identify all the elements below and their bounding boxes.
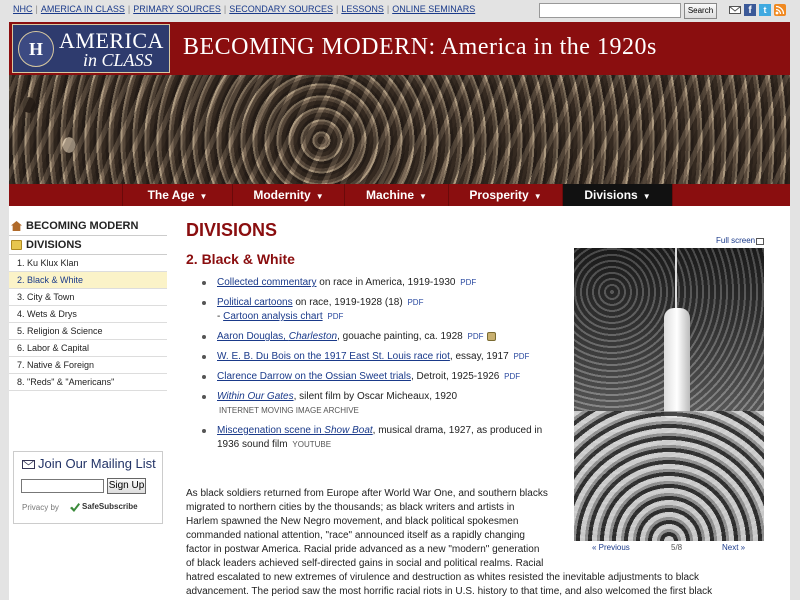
folder-icon (11, 240, 22, 250)
separator: | (335, 4, 339, 14)
bullet (202, 375, 206, 379)
twitter-icon[interactable]: t (759, 4, 771, 16)
sidebar-item-labor-and-capital[interactable]: 6. Labor & Capital (9, 340, 167, 357)
sidebar-section-link[interactable] (9, 236, 167, 255)
sub-prefix: - (217, 311, 224, 322)
tab-label: Modernity (253, 188, 311, 202)
search-input[interactable] (539, 3, 681, 18)
rss-icon[interactable] (774, 4, 786, 16)
essay-line: Harlem spawned the New Negro movement, and black political spokesmen (186, 516, 519, 527)
photo-crowd (574, 411, 764, 541)
crowd-banner-image (9, 75, 790, 184)
resource-desc: , essay, 1917 (449, 351, 509, 362)
next-photo-link[interactable]: Next » (722, 543, 746, 552)
resource-link[interactable]: W. E. B. Du Bois on the 1917 East St. Louis race riot (217, 351, 450, 362)
separator: | (127, 4, 131, 14)
logo-in-class-text: in CLASS (83, 50, 153, 70)
essay-line: advancement. The period saw the most horrific racial riots in U.S. history to that time, and also welcomed the first black (186, 586, 713, 597)
caret-down-icon: ▼ (419, 192, 427, 201)
essay-line: factor in postwar America. Racial pride advanced as a new "modern" generation (186, 544, 540, 555)
list-item (200, 370, 560, 384)
sign-up-button[interactable]: Sign Up (107, 478, 146, 494)
top-bar (0, 0, 800, 22)
essay-line: commanded national attention, "race" announced itself as a rapidly changing (186, 530, 525, 541)
resource-link[interactable]: Political cartoons (217, 297, 293, 308)
essay-line: hatred escalated to new extremes of virulence and destruction as whites resisted the inevitable adjustments to black (186, 572, 700, 583)
previous-photo-link[interactable]: « Previous (592, 543, 630, 552)
separator: | (223, 4, 227, 14)
envelope-icon (22, 460, 35, 469)
privacy-label: Privacy by (22, 503, 59, 512)
bullet (202, 335, 206, 339)
checkmark-icon (70, 503, 80, 512)
top-links (13, 4, 475, 14)
top-link-secondary-sources[interactable]: SECONDARY SOURCES (229, 4, 333, 14)
separator: | (35, 4, 38, 14)
tab-divisions[interactable] (563, 184, 673, 206)
tab-label: Divisions (584, 188, 638, 202)
bullet (202, 281, 206, 285)
link-title: Charleston (288, 331, 338, 342)
sidebar-item-black-and-white[interactable]: 2. Black & White (9, 272, 167, 289)
archive-tag[interactable]: INTERNET MOVING IMAGE ARCHIVE (219, 406, 359, 415)
resource-desc: on race in America, 1919-1930 (316, 277, 456, 288)
sidebar-item-wets-and-drys[interactable]: 4. Wets & Drys (9, 306, 167, 323)
banner-texture (9, 75, 790, 184)
image-icon[interactable] (487, 332, 496, 341)
pdf-tag[interactable]: PDF (513, 352, 530, 361)
essay-line: As black soldiers returned from Europe after World War One, and southern blacks (186, 488, 548, 499)
pdf-tag[interactable]: PDF (327, 312, 344, 321)
nhc-seal-logo: H (18, 31, 54, 67)
resource-desc: , musical drama, 1927, as produced in 1936 sound film (217, 425, 543, 450)
cartoon-analysis-link[interactable]: Cartoon analysis chart (223, 311, 323, 322)
essay-line: migrated to northern cities by the thousands; as black writers and artists in (186, 502, 515, 513)
sidebar-home-label: BECOMING MODERN (26, 220, 139, 232)
link-title: Within Our Gates (217, 391, 294, 402)
pdf-tag[interactable]: PDF (460, 278, 477, 287)
tab-label: The Age (147, 188, 195, 202)
sidebar-item-city-and-town[interactable]: 3. City & Town (9, 289, 167, 306)
list-item (200, 296, 560, 324)
mail-icon[interactable] (729, 4, 741, 16)
full-screen-link[interactable]: Full screen (716, 236, 756, 245)
search-button[interactable]: Search (684, 3, 717, 19)
pdf-tag[interactable]: PDF (467, 332, 484, 341)
photo-rope (675, 248, 677, 310)
top-link-america-in-class[interactable]: AMERICA IN CLASS (40, 4, 125, 14)
site-title: BECOMING MODERN: America in the 1920s (183, 34, 657, 60)
resource-link[interactable] (217, 331, 337, 342)
resource-desc: , Detroit, 1925-1926 (410, 371, 500, 382)
photo-figure (664, 308, 690, 418)
email-field[interactable] (21, 479, 104, 493)
tab-modernity[interactable] (233, 184, 345, 206)
resource-desc: , silent film by Oscar Micheaux, 1920 (293, 391, 458, 402)
link-text: Aaron Douglas, (217, 331, 289, 342)
list-item (200, 276, 560, 290)
tab-prosperity[interactable] (449, 184, 563, 206)
mailing-list-title: Join Our Mailing List (38, 456, 156, 471)
tab-label: Prosperity (469, 188, 529, 202)
facebook-icon[interactable]: f (744, 4, 756, 16)
essay-line: of black leaders achieved self-directed gains in social and political realms. Racial (186, 558, 544, 569)
sidebar-home-link[interactable] (9, 217, 167, 236)
link-text: Miscegenation scene in (217, 425, 325, 436)
photo-counter: 5/8 (671, 543, 683, 552)
tab-the-age[interactable] (122, 184, 233, 206)
resource-list (200, 276, 560, 458)
caret-down-icon: ▼ (199, 192, 208, 201)
bullet (202, 355, 206, 359)
house-icon (11, 221, 22, 231)
top-link-primary-sources[interactable]: PRIMARY SOURCES (133, 4, 221, 14)
resource-desc: , gouache painting, ca. 1928 (337, 331, 463, 342)
list-item (200, 424, 560, 452)
top-link-lessons[interactable]: LESSONS (341, 4, 384, 14)
logo-america-text: AMERICA (59, 28, 164, 53)
mailing-list-box (13, 451, 163, 524)
bullet (202, 429, 206, 433)
resource-link[interactable]: Collected commentary (217, 277, 317, 288)
sidebar-section-label: DIVISIONS (26, 239, 82, 251)
america-in-class-logo[interactable] (12, 24, 170, 73)
caret-down-icon: ▼ (642, 192, 651, 201)
list-item (200, 390, 560, 418)
fullscreen-icon[interactable] (756, 238, 764, 245)
youtube-tag[interactable]: YOUTUBE (292, 440, 332, 449)
sidebar-item-reds-and-americans[interactable]: 8. "Reds" & "Americans" (9, 374, 167, 391)
resource-link[interactable]: Clarence Darrow on the Ossian Sweet trials (217, 371, 411, 382)
main-nav (9, 184, 790, 206)
safesubscribe-logo[interactable]: SafeSubscribe (82, 502, 138, 511)
list-item (200, 330, 560, 344)
caret-down-icon: ▼ (533, 192, 542, 201)
sidebar-item-ku-klux-klan[interactable]: 1. Ku Klux Klan (9, 255, 167, 272)
page-title: DIVISIONS (186, 220, 278, 240)
sidebar-item-native-and-foreign[interactable]: 7. Native & Foreign (9, 357, 167, 374)
tab-label: Machine (366, 188, 415, 202)
sidebar (9, 217, 167, 391)
bullet (202, 301, 206, 305)
page-body (9, 206, 790, 600)
link-title: Show Boat (324, 425, 373, 436)
caret-down-icon: ▼ (315, 192, 324, 201)
top-link-nhc[interactable]: NHC (13, 4, 33, 14)
sidebar-item-religion-and-science[interactable]: 5. Religion & Science (9, 323, 167, 340)
pdf-tag[interactable]: PDF (504, 372, 521, 381)
pdf-tag[interactable]: PDF (407, 298, 424, 307)
bullet (202, 395, 206, 399)
top-link-online-seminars[interactable]: ONLINE SEMINARS (392, 4, 476, 14)
separator: | (386, 4, 390, 14)
list-item (200, 350, 560, 364)
historical-photo[interactable] (574, 248, 764, 541)
tab-machine[interactable] (345, 184, 449, 206)
site-header (9, 22, 790, 75)
resource-link[interactable] (217, 425, 373, 436)
resource-link[interactable] (217, 391, 294, 402)
resource-desc: on race, 1919-1928 (18) (292, 297, 403, 308)
section-title: 2. Black & White (186, 251, 295, 267)
